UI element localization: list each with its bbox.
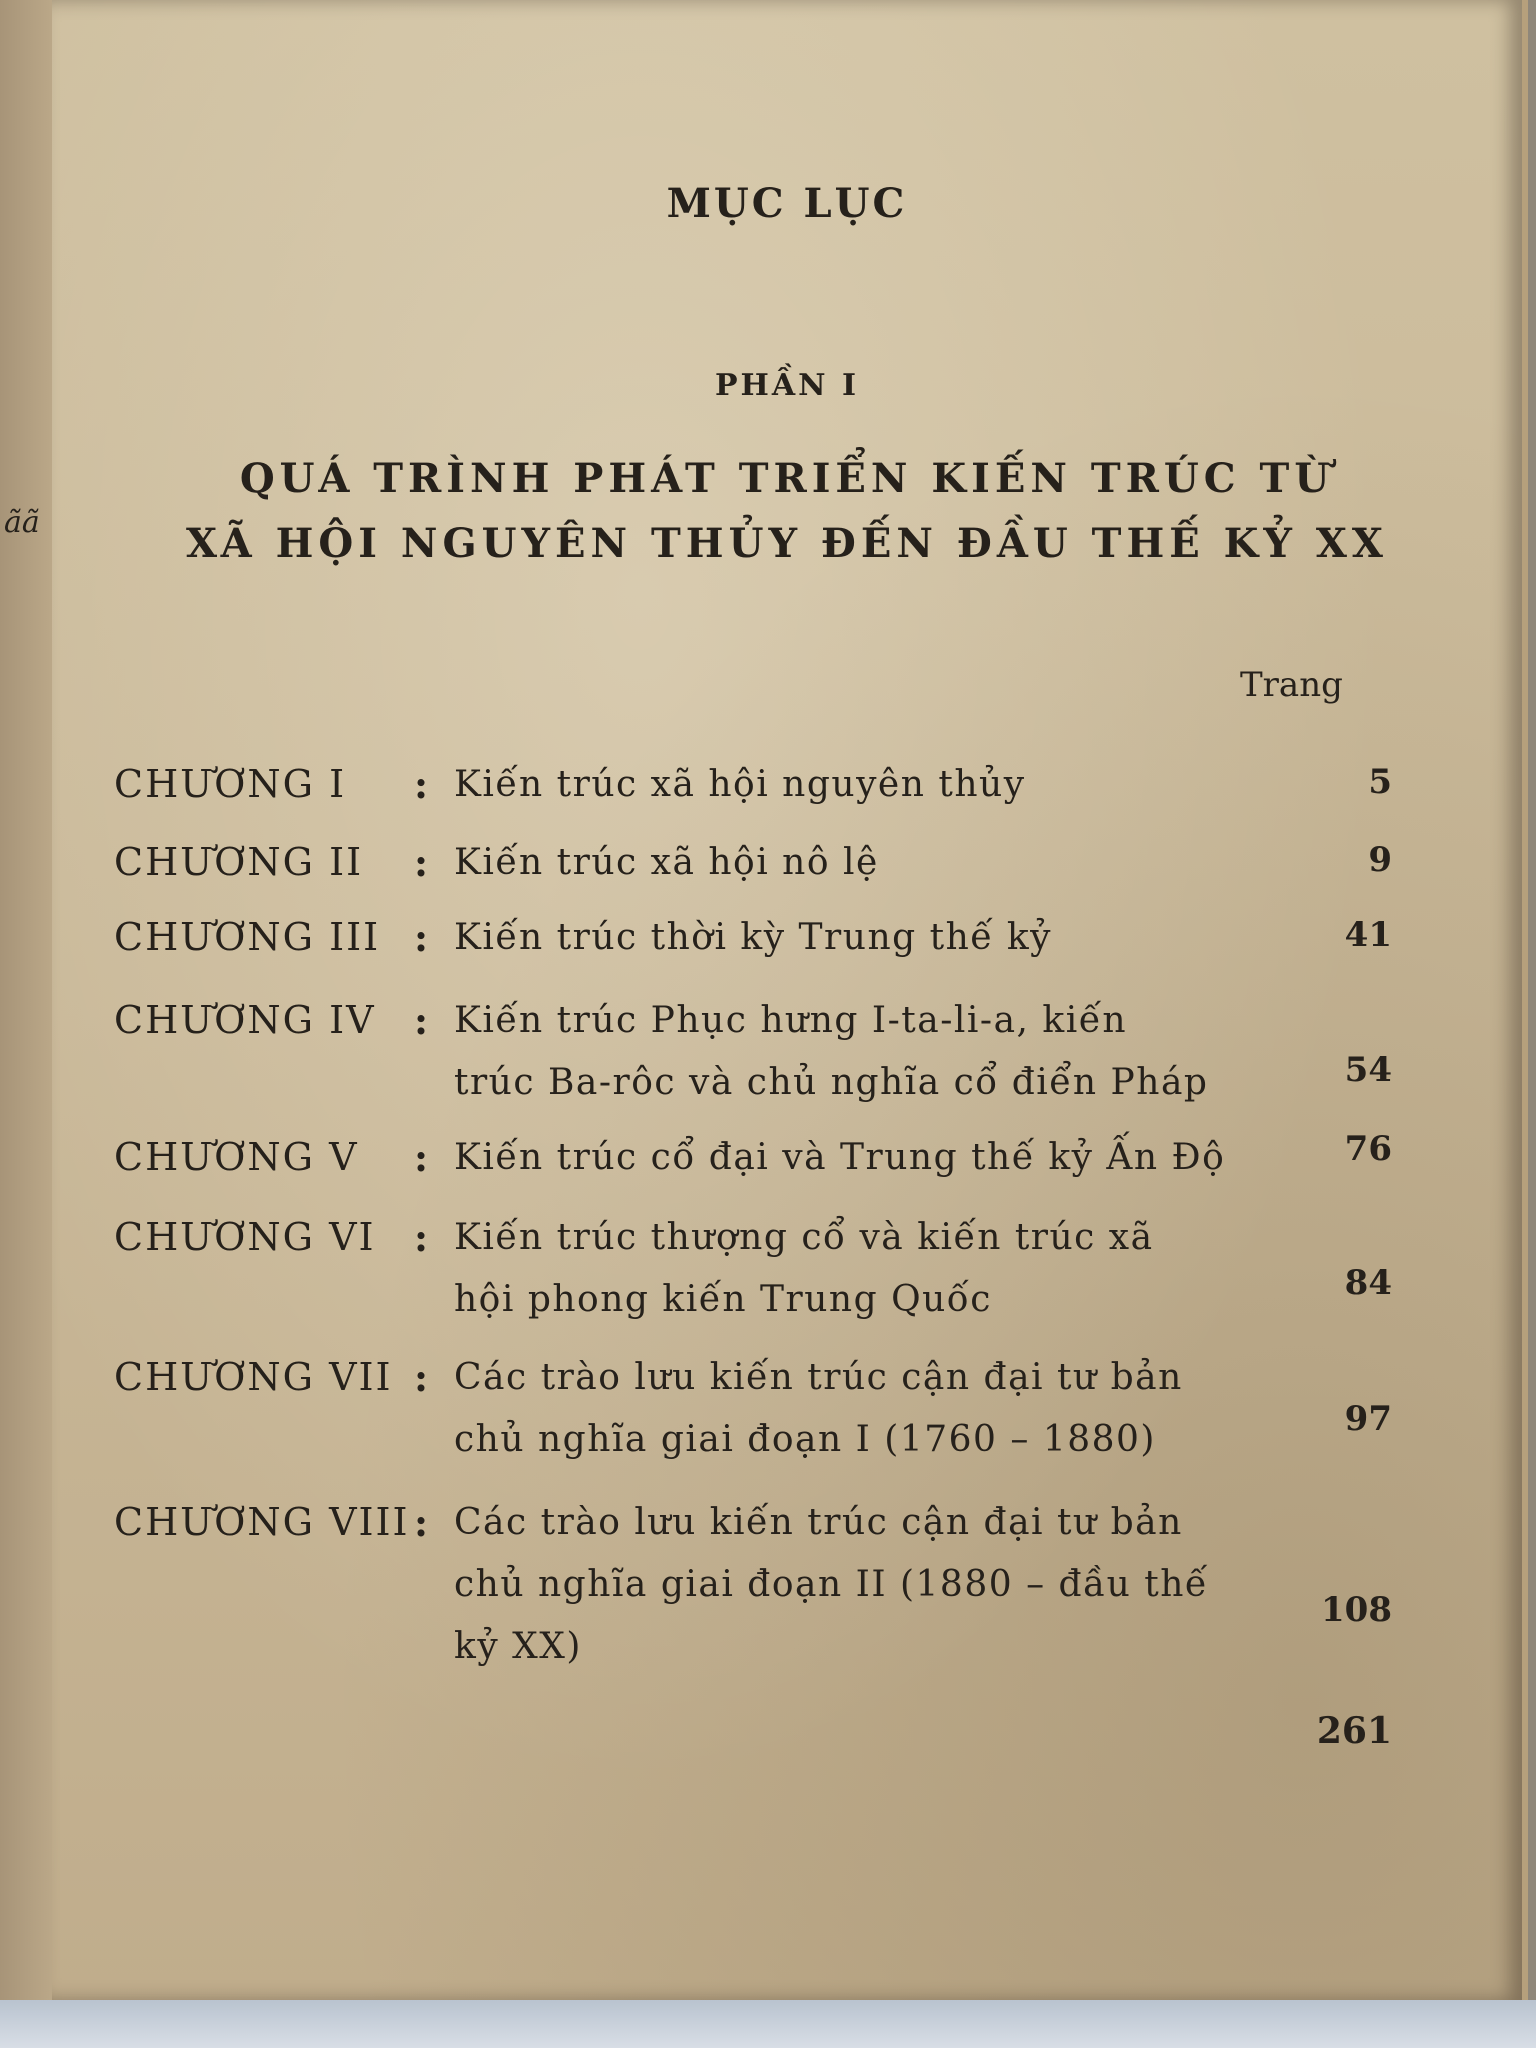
chapter-title	[454, 990, 1294, 1114]
page-number: 41	[1344, 915, 1392, 955]
page-title: MỤC LỤC	[666, 180, 908, 227]
chapter-title-line: Các trào lưu kiến trúc cận đại tư bản	[454, 1502, 1183, 1543]
chapter-title-line: hội phong kiến Trung Quốc	[454, 1279, 992, 1320]
page-number: 5	[1368, 762, 1392, 802]
chapter-label: CHƯƠNG VI	[114, 1215, 376, 1259]
chapter-title	[454, 1127, 1294, 1189]
colon: :	[414, 998, 429, 1043]
page-number: 54	[1344, 1050, 1392, 1090]
page-number: 76	[1344, 1129, 1392, 1169]
chapter-label: CHƯƠNG VIII	[114, 1500, 410, 1544]
chapter-title-line: Kiến trúc thời kỳ Trung thế kỷ	[454, 917, 1053, 958]
page-number: 9	[1368, 840, 1392, 880]
chapter-title	[454, 907, 1294, 969]
chapter-title-line: Kiến trúc cổ đại và Trung thế kỷ Ấn Độ	[454, 1137, 1226, 1178]
page-number: 84	[1344, 1263, 1392, 1303]
page-number: 108	[1321, 1590, 1392, 1630]
chapter-title	[454, 754, 1294, 816]
chapter-label: CHƯƠNG I	[114, 762, 347, 806]
page-number: 97	[1344, 1399, 1392, 1439]
book-page	[52, 0, 1528, 2000]
chapter-title-line: Kiến trúc Phục hưng I-ta-li-a, kiến	[454, 1000, 1128, 1041]
chapter-label: CHƯƠNG IV	[114, 998, 376, 1042]
chapter-title-line: Kiến trúc xã hội nô lệ	[454, 842, 879, 883]
chapter-label: CHƯƠNG II	[114, 840, 364, 884]
colon: :	[414, 915, 429, 960]
part-label: PHẦN I	[714, 368, 860, 403]
final-page-number: 261	[1316, 1710, 1392, 1752]
chapter-title-line: trúc Ba-rôc và chủ nghĩa cổ điển Pháp	[454, 1062, 1209, 1103]
chapter-label: CHƯƠNG III	[114, 915, 381, 959]
colon: :	[414, 762, 429, 807]
chapter-title-line: kỷ XX)	[454, 1626, 582, 1667]
colon: :	[414, 840, 429, 885]
chapter-title	[454, 1347, 1294, 1471]
chapter-title	[454, 832, 1294, 894]
chapter-title-line: Các trào lưu kiến trúc cận đại tư bản	[454, 1357, 1183, 1398]
part-heading-line-2: XÃ HỘI NGUYÊN THỦY ĐẾN ĐẦU THẾ KỶ XX	[186, 520, 1388, 567]
colon: :	[414, 1135, 429, 1180]
chapter-label: CHƯƠNG VII	[114, 1355, 393, 1399]
chapter-title	[454, 1207, 1294, 1331]
chapter-title-line: chủ nghĩa giai đoạn II (1880 – đầu thế	[454, 1564, 1209, 1605]
page-column-label: Trang	[1240, 665, 1343, 705]
colon: :	[414, 1355, 429, 1400]
chapter-label: CHƯƠNG V	[114, 1135, 359, 1179]
chapter-title	[454, 1492, 1294, 1678]
background-surface	[0, 2000, 1536, 2048]
part-heading-line-1: QUÁ TRÌNH PHÁT TRIỂN KIẾN TRÚC TỪ	[239, 455, 1335, 502]
chapter-title-line: chủ nghĩa giai đoạn I (1760 – 1880)	[454, 1419, 1156, 1460]
chapter-title-line: Kiến trúc xã hội nguyên thủy	[454, 764, 1026, 805]
chapter-title-line: Kiến trúc thượng cổ và kiến trúc xã	[454, 1217, 1154, 1258]
colon: :	[414, 1215, 429, 1260]
left-page-fragment: ãã	[4, 505, 40, 540]
colon: :	[414, 1500, 429, 1545]
